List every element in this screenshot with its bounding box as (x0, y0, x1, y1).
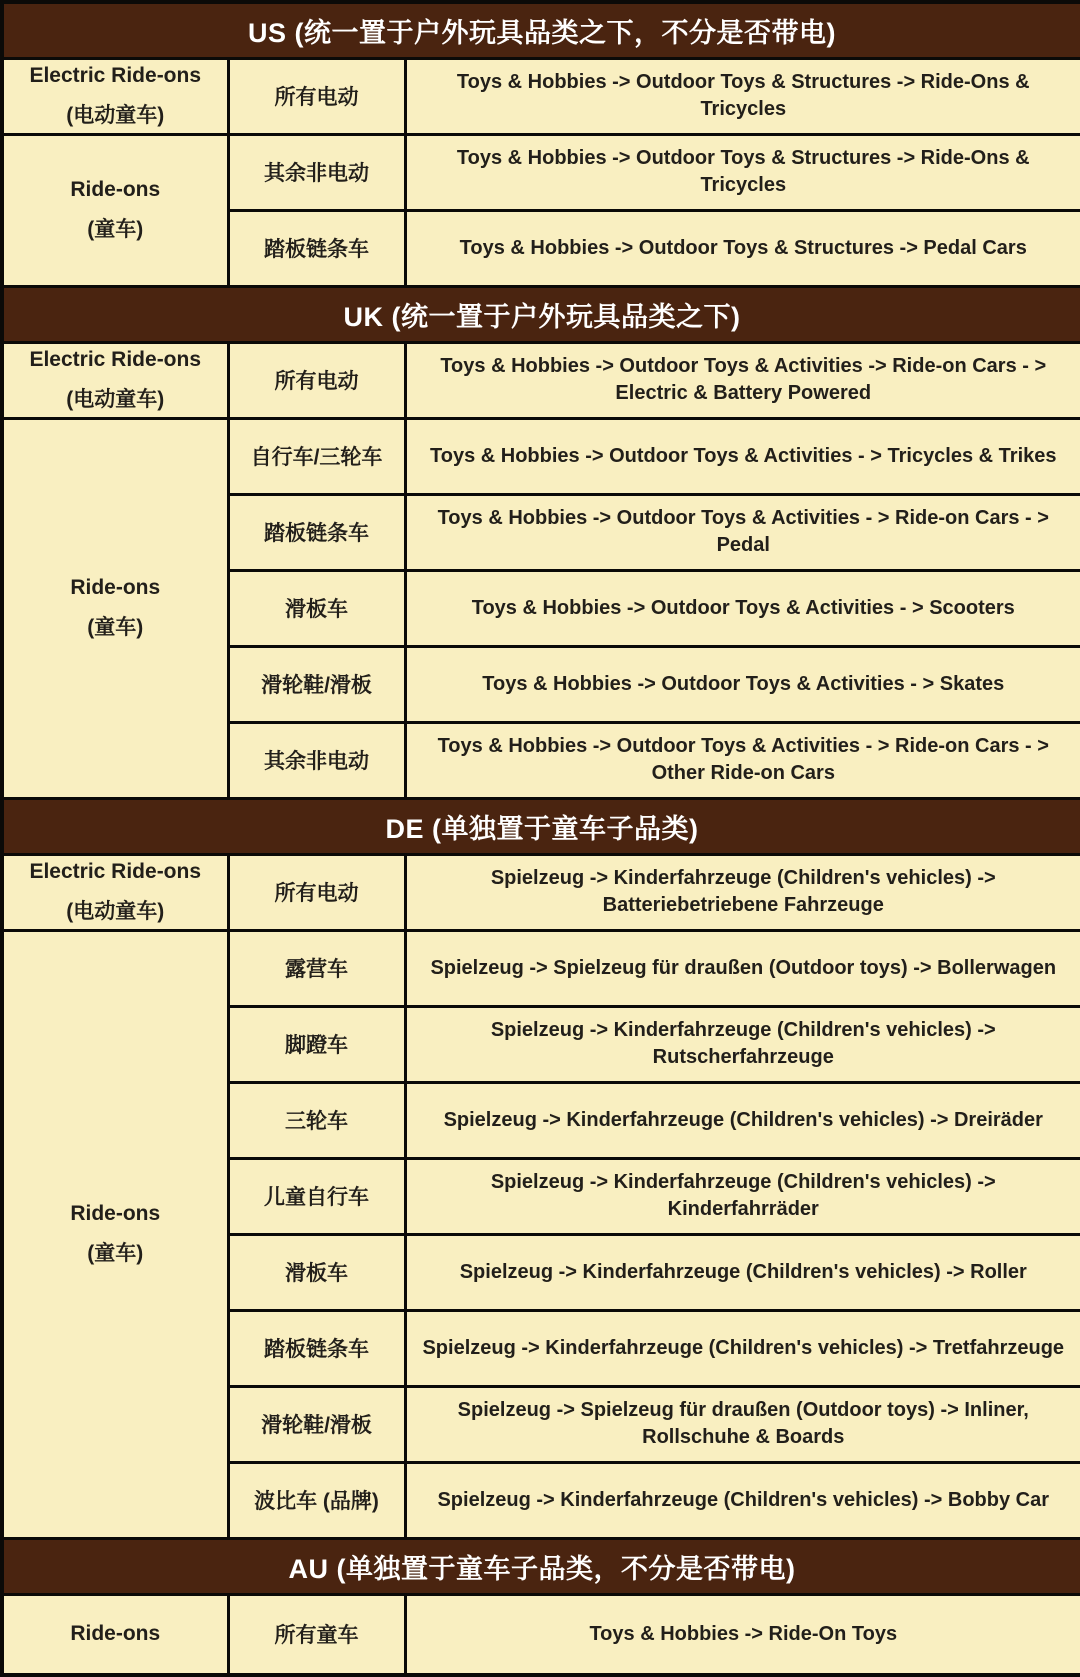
subcategory-cell: 脚蹬车 (228, 1006, 405, 1082)
group-name-zh: (童车) (87, 615, 144, 639)
category-path-cell: Toys & Hobbies -> Outdoor Toys & Activities - > Ride-on Cars - > Pedal (405, 494, 1080, 570)
subcategory-cell: 波比车 (品牌) (228, 1462, 405, 1538)
subcategory-cell: 所有电动 (228, 58, 405, 134)
category-path-cell: Toys & Hobbies -> Outdoor Toys & Activities - > Ride-on Cars - > Other Ride-on Cars (405, 722, 1080, 798)
category-path-cell: Toys & Hobbies -> Outdoor Toys & Activities - > Skates (405, 646, 1080, 722)
subcategory-cell: 其余非电动 (228, 722, 405, 798)
subcategory-cell: 踏板链条车 (228, 210, 405, 286)
group-name-zh: (电动童车) (66, 103, 165, 127)
category-path-cell: Spielzeug -> Kinderfahrzeuge (Children's vehicles) -> Roller (405, 1234, 1080, 1310)
subcategory-cell: 滑板车 (228, 570, 405, 646)
group-name-zh: (童车) (87, 1241, 144, 1265)
section-header-de: DE (单独置于童车子品类) (2, 798, 1080, 854)
subcategory-cell: 踏板链条车 (228, 494, 405, 570)
section-header-uk: UK (统一置于户外玩具品类之下) (2, 286, 1080, 342)
group-name-en: Ride-ons (70, 1202, 161, 1226)
group-name-en: Ride-ons (70, 178, 161, 202)
category-path-cell: Toys & Hobbies -> Outdoor Toys & Structures -> Pedal Cars (405, 210, 1080, 286)
group-cell-ride-ons (2, 134, 228, 286)
subcategory-cell: 三轮车 (228, 1082, 405, 1158)
subcategory-cell: 自行车/三轮车 (228, 418, 405, 494)
subcategory-cell: 露营车 (228, 930, 405, 1006)
group-name-en: Electric Ride-ons (29, 64, 202, 88)
subcategory-cell: 所有电动 (228, 342, 405, 418)
subcategory-cell: 儿童自行车 (228, 1158, 405, 1234)
group-name-en: Ride-ons (70, 576, 161, 600)
category-path-cell: Toys & Hobbies -> Outdoor Toys & Structures -> Ride-Ons & Tricycles (405, 58, 1080, 134)
category-path-cell: Toys & Hobbies -> Ride-On Toys (405, 1594, 1080, 1675)
section-header-au: AU (单独置于童车子品类，不分是否带电) (2, 1538, 1080, 1594)
category-path-cell: Spielzeug -> Kinderfahrzeuge (Children's vehicles) -> Tretfahrzeuge (405, 1310, 1080, 1386)
category-path-cell: Toys & Hobbies -> Outdoor Toys & Activities -> Ride-on Cars - > Electric & Battery Powered (405, 342, 1080, 418)
subcategory-cell: 所有电动 (228, 854, 405, 930)
subcategory-cell: 踏板链条车 (228, 1310, 405, 1386)
subcategory-cell: 其余非电动 (228, 134, 405, 210)
category-path-cell: Toys & Hobbies -> Outdoor Toys & Activities - > Tricycles & Trikes (405, 418, 1080, 494)
group-cell-electric-ride-ons (2, 342, 228, 418)
category-path-cell: Spielzeug -> Kinderfahrzeuge (Children's vehicles) -> Kinderfahrräder (405, 1158, 1080, 1234)
group-cell-ride-ons (2, 930, 228, 1538)
category-path-cell: Spielzeug -> Spielzeug für draußen (Outdoor toys) -> Bollerwagen (405, 930, 1080, 1006)
category-path-cell: Toys & Hobbies -> Outdoor Toys & Structures -> Ride-Ons & Tricycles (405, 134, 1080, 210)
group-cell-electric-ride-ons (2, 854, 228, 930)
group-name-en: Electric Ride-ons (29, 348, 202, 372)
group-name-en: Ride-ons (70, 1622, 161, 1646)
group-name-zh: (电动童车) (66, 899, 165, 923)
group-cell-electric-ride-ons (2, 58, 228, 134)
section-header-us: US (统一置于户外玩具品类之下，不分是否带电) (2, 2, 1080, 58)
group-cell-ride-ons (2, 1594, 228, 1675)
subcategory-cell: 所有童车 (228, 1594, 405, 1675)
category-path-cell: Spielzeug -> Kinderfahrzeuge (Children's vehicles) -> Dreiräder (405, 1082, 1080, 1158)
subcategory-cell: 滑板车 (228, 1234, 405, 1310)
category-path-cell: Spielzeug -> Kinderfahrzeuge (Children's vehicles) -> Rutscherfahrzeuge (405, 1006, 1080, 1082)
group-cell-ride-ons (2, 418, 228, 798)
subcategory-cell: 滑轮鞋/滑板 (228, 646, 405, 722)
category-path-cell: Spielzeug -> Kinderfahrzeuge (Children's vehicles) -> Bobby Car (405, 1462, 1080, 1538)
subcategory-cell: 滑轮鞋/滑板 (228, 1386, 405, 1462)
category-path-cell: Spielzeug -> Spielzeug für draußen (Outdoor toys) -> Inliner, Rollschuhe & Boards (405, 1386, 1080, 1462)
group-name-zh: (童车) (87, 217, 144, 241)
group-name-en: Electric Ride-ons (29, 860, 202, 884)
category-path-cell: Spielzeug -> Kinderfahrzeuge (Children's vehicles) -> Batteriebetriebene Fahrzeuge (405, 854, 1080, 930)
category-path-cell: Toys & Hobbies -> Outdoor Toys & Activities - > Scooters (405, 570, 1080, 646)
group-name-zh: (电动童车) (66, 387, 165, 411)
